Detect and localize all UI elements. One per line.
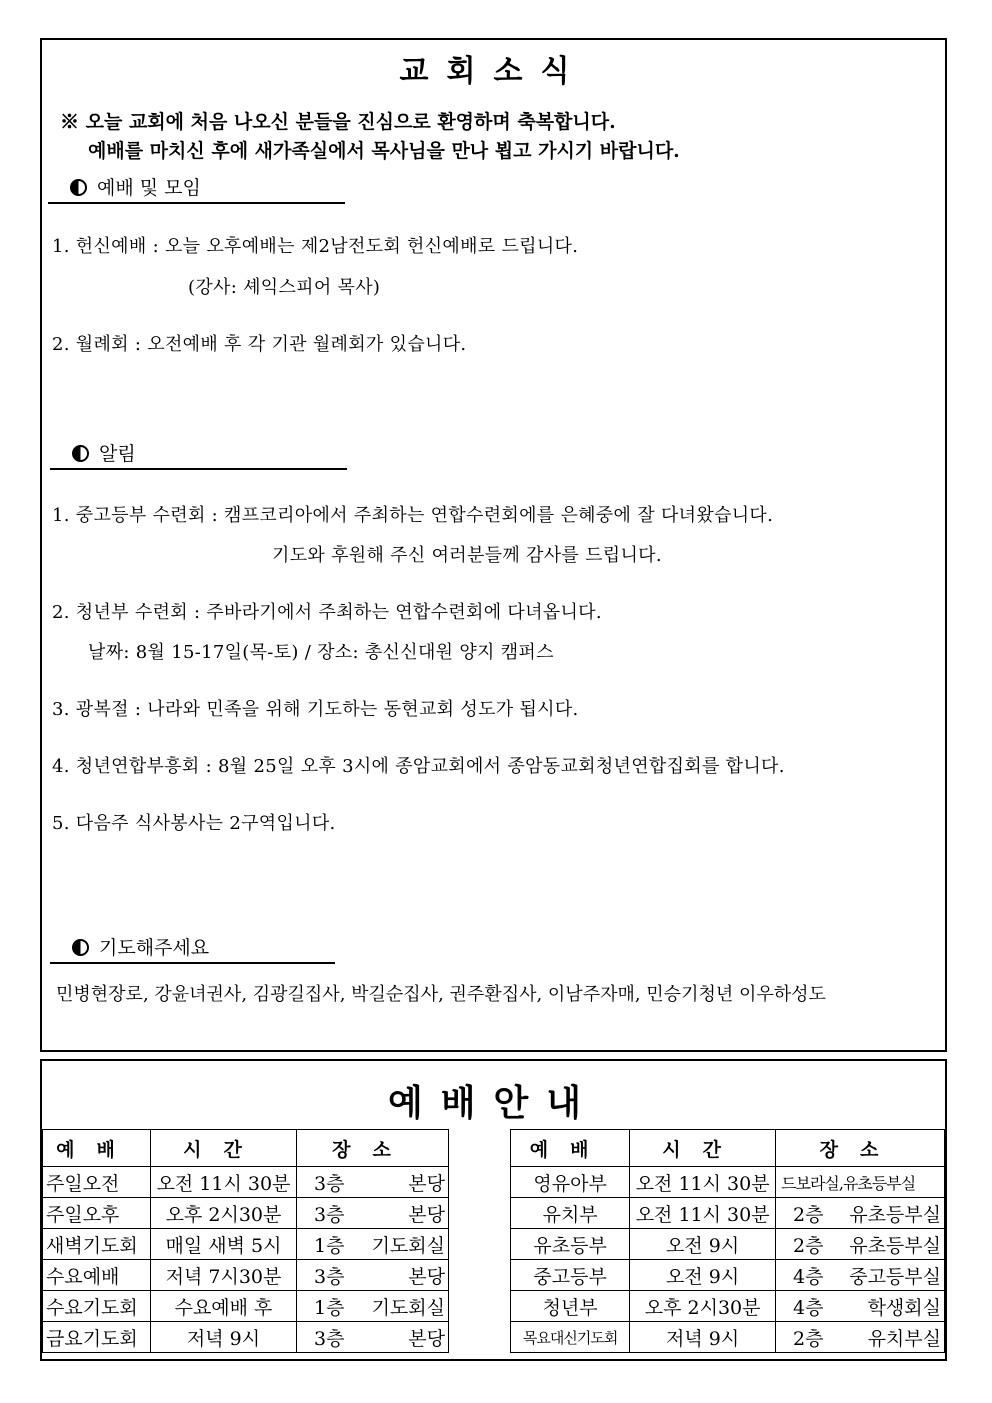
prayer-list: 민병현장로, 강윤녀권사, 김광길집사, 박길순집사, 권주환집사, 이남주자매, 민승기청년 이우하성도 (56, 984, 826, 1005)
table-row (43, 1167, 449, 1198)
worship-name-cell: 중고등부 (511, 1260, 630, 1291)
place-floor: 4층 (793, 1296, 824, 1319)
worship-name-cell: 금요기도회 (43, 1322, 151, 1353)
place-cell (776, 1291, 945, 1322)
time-cell: 오후 2시30분 (630, 1291, 776, 1322)
worship-schedule-box (40, 1059, 947, 1361)
worship-heading-label: 예배 및 모임 (97, 177, 201, 199)
place-room: 학생회실 (867, 1296, 941, 1319)
place-floor: 4층 (793, 1265, 824, 1288)
table-row (43, 1198, 449, 1229)
place-cell (297, 1198, 449, 1229)
time-cell: 수요예배 후 (151, 1291, 297, 1322)
time-cell: 오전 11시 30분 (151, 1167, 297, 1198)
prayer-section-heading (50, 934, 335, 964)
table-row (43, 1322, 449, 1353)
header-worship: 예배 (43, 1130, 151, 1167)
welcome-line-1: ※ 오늘 교회에 처음 나오신 분들을 진심으로 환영하며 축복합니다. (60, 111, 616, 133)
place-cell (776, 1229, 945, 1260)
header-time: 시간 (151, 1130, 297, 1167)
place-floor: 1층 (314, 1296, 345, 1319)
place-floor: 3층 (314, 1172, 345, 1195)
place-floor: 2층 (793, 1234, 824, 1257)
place-cell (776, 1322, 945, 1353)
time-cell: 저녁 9시 (630, 1322, 776, 1353)
time-cell: 오전 11시 30분 (630, 1198, 776, 1229)
place-floor: 2층 (793, 1203, 824, 1226)
half-circle-icon (72, 939, 89, 956)
header-place: 장소 (776, 1130, 945, 1167)
place-room: 유치부실 (867, 1327, 941, 1350)
schedule-table-right (510, 1129, 945, 1353)
place-room: 본당 (408, 1265, 445, 1288)
table-header-row (43, 1130, 449, 1167)
place-cell (297, 1167, 449, 1198)
time-cell: 저녁 7시30분 (151, 1260, 297, 1291)
welcome-line-2: 예배를 마치신 후에 새가족실에서 목사님을 만나 뵙고 가시기 바랍니다. (88, 140, 680, 162)
place-cell (297, 1229, 449, 1260)
worship-name-cell: 주일오전 (43, 1167, 151, 1198)
time-cell: 오전 9시 (630, 1260, 776, 1291)
time-cell: 오전 9시 (630, 1229, 776, 1260)
prayer-heading-label: 기도해주세요 (99, 937, 210, 959)
notice-item-2-sub: 날짜: 8월 15-17일(목-토) / 장소: 총신신대원 양지 캠퍼스 (88, 642, 554, 663)
notice-item-4: 4. 청년연합부흥회 : 8월 25일 오후 3시에 종암교회에서 종암동교회청년연합집회를 합니다. (52, 756, 785, 777)
worship-item-1-speaker: (강사: 셰익스피어 목사) (188, 277, 381, 298)
time-cell: 오후 2시30분 (151, 1198, 297, 1229)
table-row (511, 1229, 945, 1260)
header-place: 장소 (297, 1130, 449, 1167)
header-worship: 예배 (511, 1130, 630, 1167)
worship-name-cell: 새벽기도회 (43, 1229, 151, 1260)
place-room: 기도회실 (371, 1296, 445, 1319)
place-cell (776, 1167, 945, 1198)
notice-item-5: 5. 다음주 식사봉사는 2구역입니다. (52, 813, 336, 834)
place-room: 본당 (408, 1203, 445, 1226)
place-floor: 2층 (793, 1327, 824, 1350)
table-row (511, 1260, 945, 1291)
place-cell (297, 1260, 449, 1291)
news-title: 교회소식 (399, 54, 588, 89)
place-floor: 드보라실,유초등부실 (781, 1173, 916, 1193)
notice-section-heading (50, 440, 347, 470)
worship-section-heading (48, 174, 345, 204)
place-room: 기도회실 (371, 1234, 445, 1257)
place-room: 유초등부실 (849, 1234, 941, 1257)
table-row (43, 1229, 449, 1260)
notice-item-3: 3. 광복절 : 나라와 민족을 위해 기도하는 동현교회 성도가 됩시다. (52, 699, 579, 720)
table-row (511, 1291, 945, 1322)
table-row (511, 1322, 945, 1353)
table-row (43, 1291, 449, 1322)
place-cell (297, 1322, 449, 1353)
place-floor: 3층 (314, 1203, 345, 1226)
table-row (43, 1260, 449, 1291)
schedule-title: 예배안내 (387, 1082, 600, 1124)
schedule-table-left (42, 1129, 449, 1353)
time-cell: 오전 11시 30분 (630, 1167, 776, 1198)
worship-name-cell: 수요예배 (43, 1260, 151, 1291)
half-circle-icon (70, 179, 87, 196)
table-header-row (511, 1130, 945, 1167)
place-room: 유초등부실 (849, 1203, 941, 1226)
place-floor: 1층 (314, 1234, 345, 1257)
time-cell: 매일 새벽 5시 (151, 1229, 297, 1260)
notice-item-2: 2. 청년부 수련회 : 주바라기에서 주최하는 연합수련회에 다녀옵니다. (52, 602, 602, 623)
worship-name-cell: 수요기도회 (43, 1291, 151, 1322)
worship-item-2: 2. 월례회 : 오전예배 후 각 기관 월례회가 있습니다. (52, 334, 467, 355)
table-row (511, 1198, 945, 1229)
worship-name-cell: 청년부 (511, 1291, 630, 1322)
place-floor: 3층 (314, 1327, 345, 1350)
notice-heading-label: 알림 (99, 443, 136, 465)
place-room: 본당 (408, 1327, 445, 1350)
church-news-box (40, 38, 947, 1052)
half-circle-icon (72, 445, 89, 462)
notice-item-1-sub: 기도와 후원해 주신 여러분들께 감사를 드립니다. (272, 545, 662, 566)
worship-name-cell: 주일오후 (43, 1198, 151, 1229)
place-cell (297, 1291, 449, 1322)
worship-item-1: 1. 헌신예배 : 오늘 오후예배는 제2남전도회 헌신예배로 드립니다. (52, 236, 579, 257)
place-floor: 3층 (314, 1265, 345, 1288)
worship-name-cell: 유초등부 (511, 1229, 630, 1260)
welcome-message (60, 108, 680, 166)
worship-name-cell: 유치부 (511, 1198, 630, 1229)
notice-item-1: 1. 중고등부 수련회 : 캠프코리아에서 주최하는 연합수련회에를 은혜중에 잘 다녀왔습니다. (52, 505, 774, 526)
table-row (511, 1167, 945, 1198)
worship-name-cell: 목요대신기도회 (511, 1322, 630, 1353)
place-cell (776, 1198, 945, 1229)
header-time: 시간 (630, 1130, 776, 1167)
worship-name-cell: 영유아부 (511, 1167, 630, 1198)
place-room: 본당 (408, 1172, 445, 1195)
place-cell (776, 1260, 945, 1291)
place-room: 중고등부실 (849, 1265, 941, 1288)
time-cell: 저녁 9시 (151, 1322, 297, 1353)
